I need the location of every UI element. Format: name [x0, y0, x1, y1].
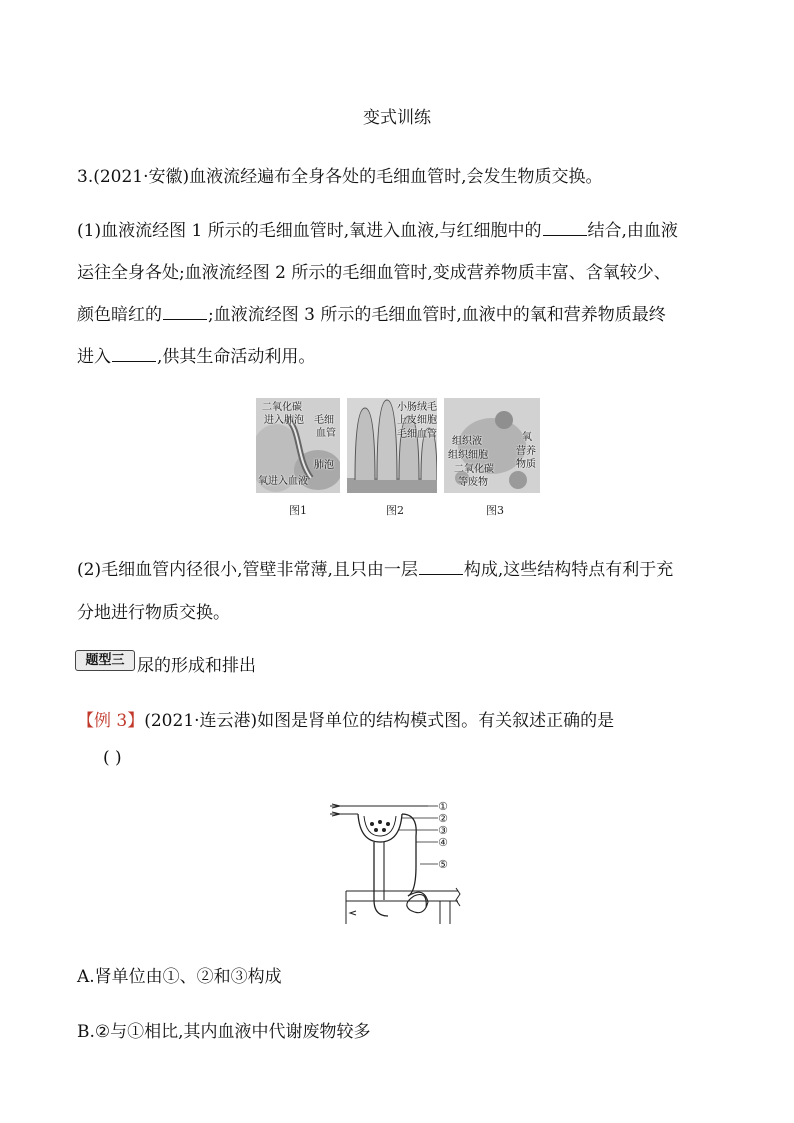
fig1-label-3: 血管	[316, 428, 336, 439]
q3-p1-line1-a: (1)血液流经图 1 所示的毛细血管时,氧进入血液,与红细胞中的	[77, 221, 542, 241]
fig1-label-0: 二氧化碳	[262, 402, 302, 413]
fig3-label-1: 组织细胞	[448, 450, 488, 461]
fig2-label-2: 毛细血管	[397, 429, 437, 440]
q3-p1-line3	[77, 300, 666, 325]
answer-blank-4[interactable]	[419, 560, 463, 575]
q3-p1-line4-a: 进入	[77, 347, 111, 367]
q3-p1-line4	[77, 342, 315, 367]
example-text: (2021·连云港)如图是肾单位的结构模式图。有关叙述正确的是	[144, 711, 615, 731]
type-title: 尿的形成和排出	[137, 656, 256, 676]
q3-p1-line3-a: 颜色暗红的	[77, 305, 162, 325]
fig2-caption: 图2	[386, 504, 404, 517]
fig3-label-3: 等废物	[458, 477, 488, 488]
q3-p1-line1	[77, 216, 678, 241]
example-tag: 【例 3】	[77, 711, 145, 731]
answer-blank-2[interactable]	[163, 305, 207, 320]
fig2-label-1: 上皮细胞	[397, 415, 437, 426]
fig1-label-1: 进入肺泡	[264, 415, 304, 426]
nephron-label-5: ⑤	[438, 858, 448, 871]
q3-p2-line1-b: 构成,这些结构特点有利于充	[463, 560, 674, 580]
nephron-label-1: ①	[438, 800, 448, 813]
q3-p1-line4-b: ,供其生命活动利用。	[157, 347, 316, 367]
q3-p2-line2: 分地进行物质交换。	[77, 603, 230, 623]
figure-1-image	[256, 398, 340, 493]
figure-2-image	[347, 398, 437, 493]
q3-p2-line1-a: (2)毛细血管内径很小,管壁非常薄,且只由一层	[77, 560, 418, 580]
option-b[interactable]: B.②与①相比,其内血液中代谢废物较多	[77, 1022, 371, 1042]
type-tag: 题型三	[75, 650, 135, 671]
nephron-label-2: ②	[438, 812, 448, 825]
nephron-label-3: ③	[438, 824, 448, 837]
fig1-label-5: 氧进入血液	[258, 476, 308, 487]
fig3-label-0: 组织液	[452, 436, 482, 447]
option-a[interactable]: A.肾单位由①、②和③构成	[77, 967, 282, 987]
q3-stem: 3.(2021·安徽)血液流经遍布全身各处的毛细血管时,会发生物质交换。	[77, 167, 603, 187]
answer-blank-1[interactable]	[543, 221, 587, 236]
example-line	[77, 706, 614, 731]
fig3-label-4: 氧	[522, 432, 532, 443]
section-title: 变式训练	[363, 108, 431, 128]
fig1-caption: 图1	[289, 504, 307, 517]
q3-p1-line2: 运往全身各处;血液流经图 2 所示的毛细血管时,变成营养物质丰富、含氧较少、	[77, 263, 671, 283]
fig2-label-0: 小肠绒毛	[397, 402, 437, 413]
q3-p2-line1	[77, 555, 673, 580]
fig3-caption: 图3	[486, 504, 504, 517]
fig3-label-2: 二氧化碳	[454, 464, 494, 475]
example-paren: ( )	[103, 748, 122, 768]
q3-p1-line1-b: 结合,由血液	[587, 221, 678, 241]
fig3-label-6: 物质	[516, 459, 536, 470]
fig3-label-5: 营养	[516, 446, 536, 457]
fig1-label-4: 肺泡	[314, 460, 334, 471]
fig1-label-2: 毛细	[314, 415, 334, 426]
figure-3-image	[444, 398, 540, 493]
nephron-label-4: ④	[438, 836, 448, 849]
q3-p1-line3-b: ;血液流经图 3 所示的毛细血管时,血液中的氧和营养物质最终	[208, 305, 666, 325]
answer-blank-3[interactable]	[112, 347, 156, 362]
